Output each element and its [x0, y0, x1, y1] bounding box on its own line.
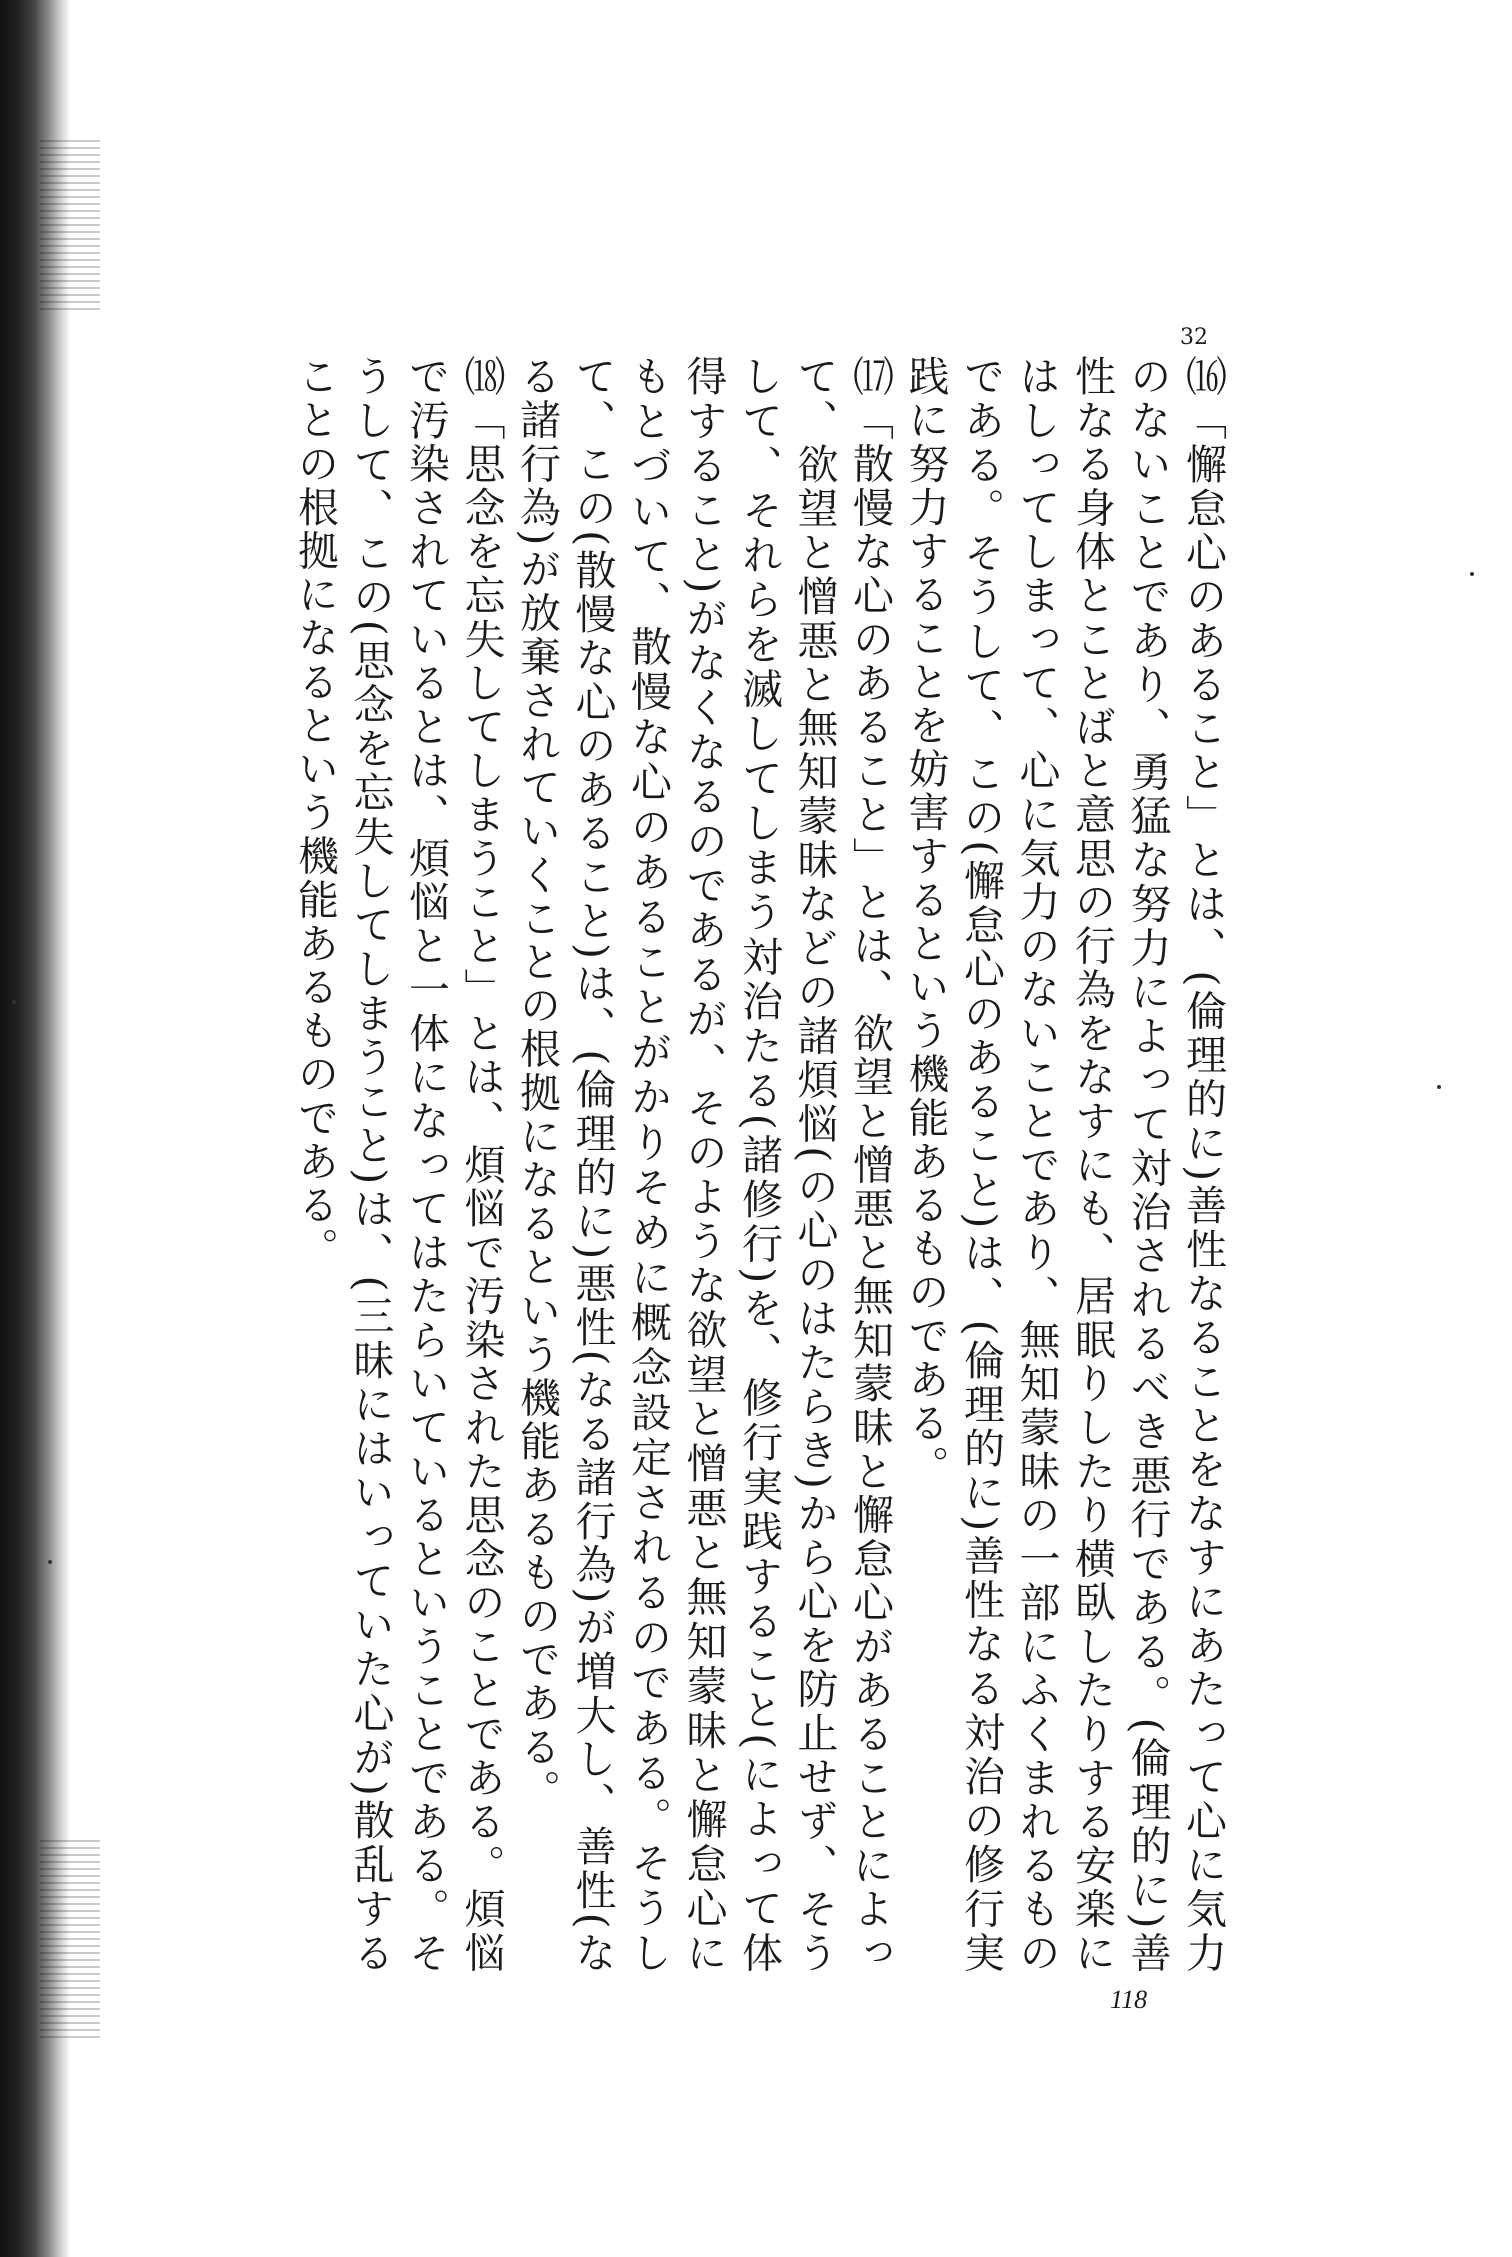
binding-speckle: [40, 140, 100, 310]
scan-speck: [1470, 572, 1474, 576]
scan-speck: [1437, 1085, 1441, 1089]
paragraph-16: ⒃「懈怠心のあること」とは、(倫理的に)善性なることをなすにあたって心に気力のないことであり、勇猛な努力によって対治されるべき悪行である。(倫理的に)善性なる身体とことばと意思の行為をなすにも、居眠りしたり横臥したりする安楽にはしってしまって、心に気力のないことであり、無知蒙昧の一部にふくまれるものである。そうして、この(懈怠心のあること)は、(倫理的に)善性なる対治の修行実践に努力することを妨害するという機能あるものである。: [901, 355, 1227, 1975]
binding-speckle: [40, 1840, 100, 2040]
paragraph-18: ⒅「思念を忘失してしまうこと」とは、煩悩で汚染された思念のことである。煩悩で汚染されているとは、煩悩と一体になってはたらいているということである。そうして、この(思念を忘失してしまうこと)は、(三昧にはいっていた心が)散乱することの根拠になるという機能あるものである。: [291, 355, 506, 1975]
scan-speck: [12, 1000, 16, 1004]
note-number: 32: [1180, 325, 1208, 350]
vertical-body-text: [185, 355, 1230, 1975]
paragraph-17: ⒄「散慢な心のあること」とは、欲望と憎悪と無知蒙昧と懈怠心があることによって、欲望と憎悪と無知蒙昧などの諸煩悩(の心のはたらき)から心を防止せず、そうして、それらを滅してしまう対治たる(諸修行)を、修行実践すること(によって体得すること)がなくなるのであるが、そのような欲望と憎悪と無知蒙昧と懈怠心にもとづいて、散慢な心のあることがかりそめに概念設定されるのである。そうして、この(散慢な心のあること)は、(倫理的に)悪性(なる諸行為)が増大し、善性(なる諸行為)が放棄されていくことの根拠になるという機能あるものである。: [513, 355, 894, 1975]
page-number: 118: [1110, 1985, 1148, 2014]
scan-speck: [48, 1560, 52, 1564]
